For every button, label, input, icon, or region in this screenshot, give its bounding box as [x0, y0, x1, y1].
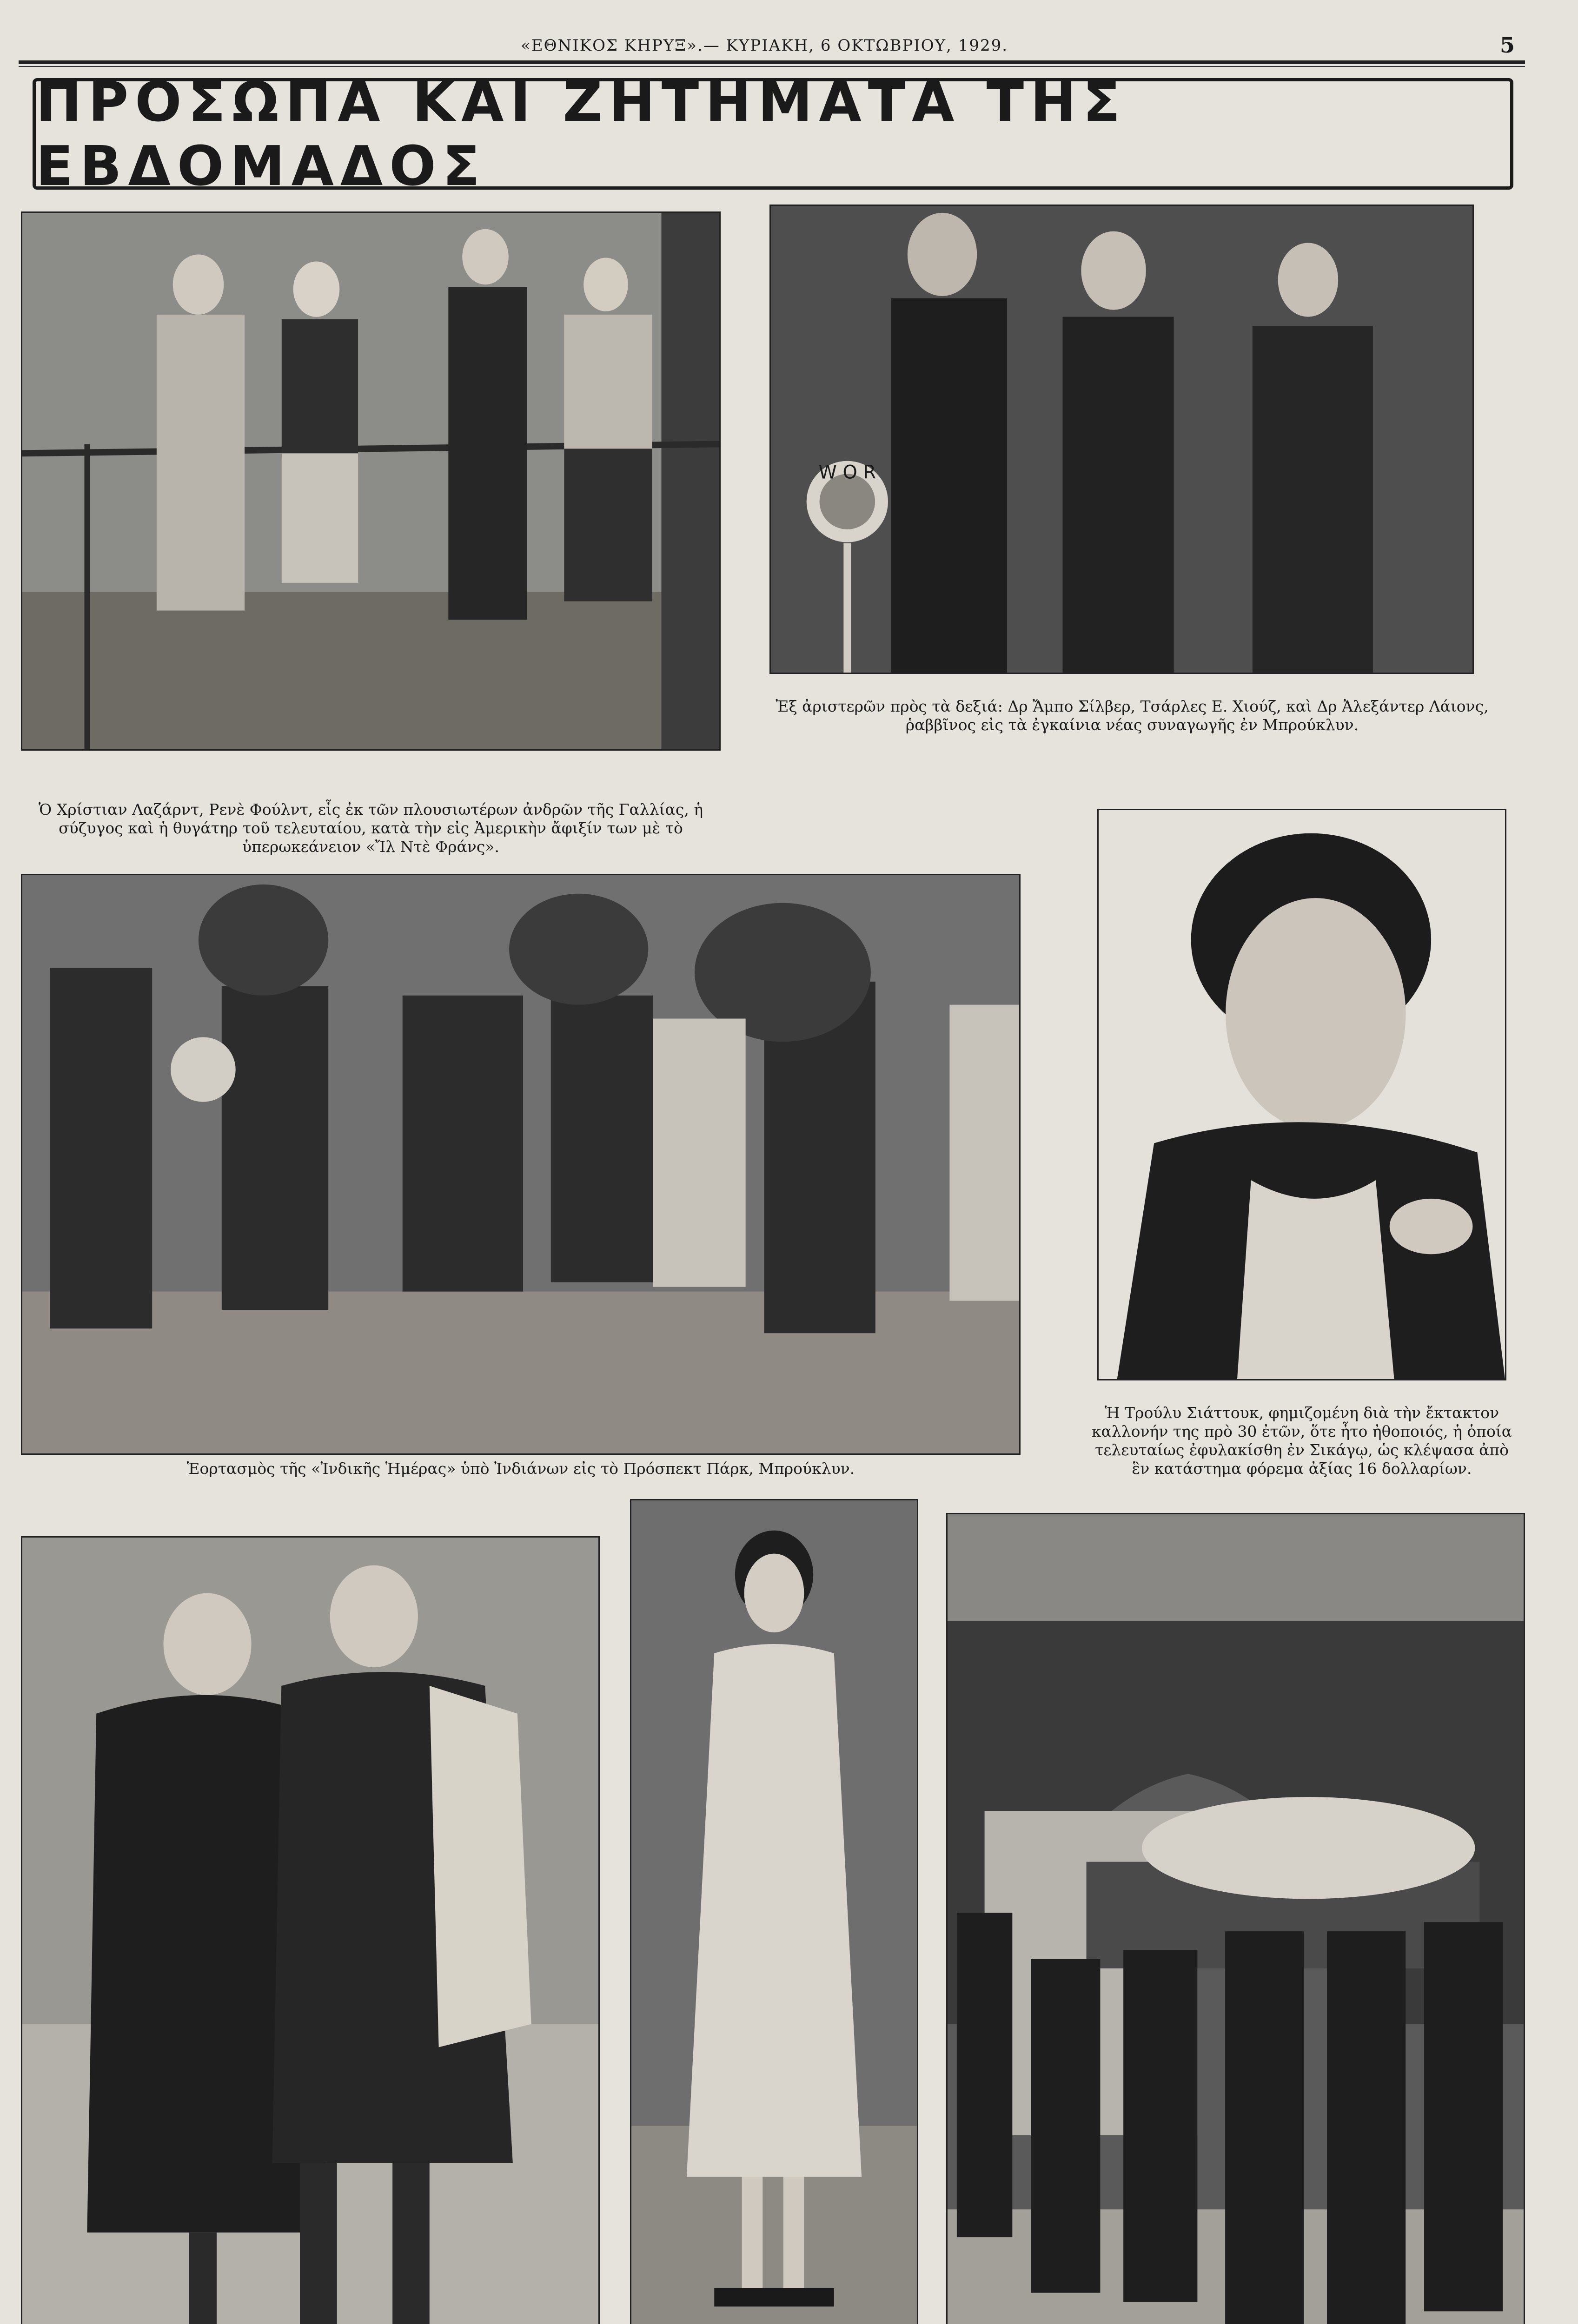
header-text: «ΕΘΝΙΚΟΣ ΚΗΡΥΞ».— ΚΥΡΙΑΚΗ, 6 ΟΚΤΩΒΡΙΟΥ, 1929.	[521, 36, 1008, 55]
newspaper-header	[19, 28, 1520, 60]
photo-huggins-funeral-image	[948, 1514, 1524, 2324]
page-number: 5	[1499, 33, 1516, 58]
page-title-box	[33, 70, 1513, 198]
header-rule	[19, 60, 1525, 64]
photo-truly-shattuck	[1097, 809, 1506, 1380]
caption-truly-shattuck: Ἡ Τρούλυ Σιάττουκ, φημιζομένη διὰ τὴν ἔκτακτον καλλονήν της πρὸ 30 ἐτῶν, ὅτε ἦτο ἠθοποιός, ἡ ὁποία τελευταίως ἐφυλακίσθη ἐν Σικάγῳ, ὡς κλέψασα ἀπὸ ἓν κατάστημα φόρεμα ἀξίας 16 δολλαρίων.	[1091, 1404, 1512, 1478]
caption-silver-hughes-lyons: Ἐξ ἀριστερῶν πρὸς τὰ δεξιά: Δρ Ἄμπο Σίλβερ, Τσάρλες Ε. Χιούζ, καὶ Δρ Ἀλεξάντερ Λάιονς, ῥαββῖνος εἰς τὰ ἐγκαίνια νέας συναγωγῆς ἐν Μπρούκλυν.	[776, 697, 1489, 734]
radio-station-sign: W O R	[818, 462, 876, 483]
photo-truly-shattuck-image	[1099, 810, 1505, 1379]
photo-lazard-family-image	[22, 213, 719, 749]
photo-indian-day-image	[22, 875, 1019, 1453]
photo-huggins-funeral	[946, 1513, 1525, 2324]
photo-synagogue-dedication-image	[771, 206, 1472, 673]
photo-lazard-family	[21, 211, 721, 751]
photo-beatrice-trousdale-image	[631, 1500, 917, 2324]
photo-hattie-stone	[21, 1536, 600, 2324]
caption-indian-day: Ἑορτασμὸς τῆς «Ἰνδικῆς Ἡμέρας» ὑπὸ Ἰνδιάνων εἰς τὸ Πρόσπεκτ Πάρκ, Μπρούκλυν.	[186, 1459, 855, 1478]
photo-synagogue-dedication	[769, 205, 1474, 674]
photo-beatrice-trousdale	[630, 1499, 918, 2324]
page-title: ΠΡΟΣΩΠΑ ΚΑΙ ΖΗΤΗΜΑΤΑ ΤΗΣ ΕΒΔΟΜΑΔΟΣ	[36, 70, 1127, 198]
caption-lazard: Ὁ Χρίστιαν Λαζάρντ, Ρενὲ Φούλντ, εἷς ἐκ τῶν πλουσιωτέρων ἀνδρῶν τῆς Γαλλίας, ἡ σύζυγος καὶ ἡ θυγάτηρ τοῦ τελευταίου, κατὰ τὴν εἰς Ἀμερικὴν ἄφιξίν των μὲ τὸ ὑπερωκεάνειον «Ἴλ Ντὲ Φράνς».	[38, 800, 703, 856]
photo-indian-day-celebration	[21, 874, 1021, 1455]
photo-hattie-stone-image	[22, 1538, 598, 2324]
header-rule-thin	[19, 66, 1525, 67]
